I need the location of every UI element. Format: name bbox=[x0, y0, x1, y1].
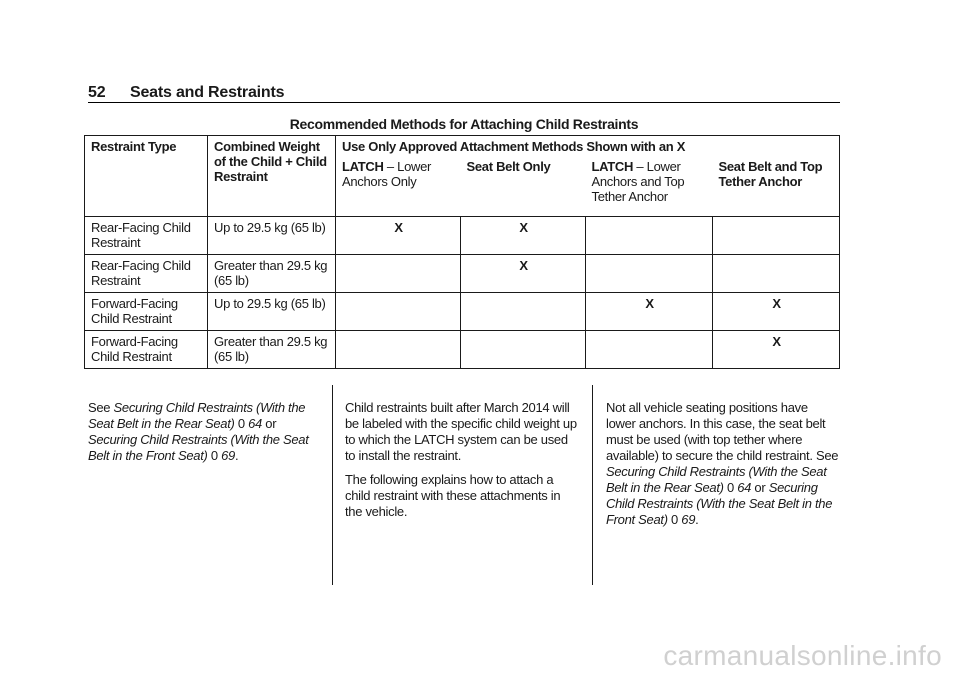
row-weight: Up to 29.5 kg (65 lb) bbox=[208, 293, 336, 331]
row-restraint-type: Forward-Facing Child Restraint bbox=[85, 331, 208, 369]
row-restraint-type: Forward-Facing Child Restraint bbox=[85, 293, 208, 331]
row-mark bbox=[713, 255, 840, 293]
column-right bbox=[606, 400, 840, 536]
row-mark bbox=[336, 255, 461, 293]
row-restraint-type: Rear-Facing Child Restraint bbox=[85, 217, 208, 255]
header-combined-weight: Combined Weight of the Child + Child Restraint bbox=[208, 136, 336, 217]
table-row bbox=[85, 217, 840, 255]
row-mark bbox=[461, 293, 586, 331]
column-divider bbox=[332, 385, 333, 585]
row-restraint-type: Rear-Facing Child Restraint bbox=[85, 255, 208, 293]
row-mark bbox=[336, 293, 461, 331]
ref-rear-seat-link[interactable]: Securing Child Restraints (With the Seat Belt in the Rear Seat) bbox=[88, 400, 306, 431]
ref-front-seat-link[interactable]: Securing Child Restraints (With the Seat Belt in the Front Seat) bbox=[88, 432, 309, 463]
row-mark: X bbox=[586, 293, 713, 331]
row-mark bbox=[586, 255, 713, 293]
row-weight: Up to 29.5 kg (65 lb) bbox=[208, 217, 336, 255]
page-ref-icon: 0 bbox=[671, 512, 678, 527]
header-methods: Use Only Approved Attachment Methods Shown with an X bbox=[336, 136, 840, 157]
section-title: Seats and Restraints bbox=[130, 84, 285, 101]
ref-rear-seat-link[interactable]: Securing Child Restraints (With the Seat Belt in the Rear Seat) bbox=[606, 464, 827, 495]
watermark: carmanualsonline.info bbox=[663, 640, 942, 671]
row-weight: Greater than 29.5 kg (65 lb) bbox=[208, 331, 336, 369]
row-weight: Greater than 29.5 kg (65 lb) bbox=[208, 255, 336, 293]
row-mark: X bbox=[713, 331, 840, 369]
row-mark: X bbox=[461, 217, 586, 255]
page-ref-64[interactable]: 64 bbox=[248, 416, 262, 431]
page-ref-69[interactable]: 69 bbox=[221, 448, 235, 463]
header-restraint-type: Restraint Type bbox=[85, 136, 208, 217]
row-mark bbox=[586, 217, 713, 255]
row-mark bbox=[336, 331, 461, 369]
body-paragraph: Child restraints built after March 2014 will be labeled with the specific child weight up to which the LATCH system can be used to install the restraint. bbox=[345, 400, 577, 463]
subheader-latch-lower: LATCH – Lower Anchors Only bbox=[336, 156, 461, 217]
page-ref-69[interactable]: 69 bbox=[681, 512, 696, 527]
subheader-latch-tether: LATCH – Lower Anchors and Top Tether Anchor bbox=[586, 156, 713, 217]
table-header-row bbox=[85, 136, 840, 157]
column-left bbox=[88, 400, 316, 472]
column-divider bbox=[592, 385, 593, 585]
row-mark bbox=[713, 217, 840, 255]
row-mark bbox=[461, 331, 586, 369]
table-row bbox=[85, 331, 840, 369]
subheader-belt-tether: Seat Belt and Top Tether Anchor bbox=[713, 156, 840, 217]
row-mark: X bbox=[461, 255, 586, 293]
subheader-seat-belt-only: Seat Belt Only bbox=[461, 156, 586, 217]
column-middle bbox=[345, 400, 577, 528]
child-restraint-table bbox=[84, 135, 840, 369]
table-title: Recommended Methods for Attaching Child Restraints bbox=[289, 116, 639, 132]
body-paragraph: The following explains how to attach a child restraint with these attachments in the vehicle. bbox=[345, 472, 561, 519]
body-paragraph: Not all vehicle seating positions have lower anchors. In this case, the seat belt must be used (with top tether where available) to secure the child restraint. See Securing Child Restraints (With the Seat Belt in the Rear Seat) 0 64 or Securing Child Restraints (With the Seat Belt in the Front Seat) 0 69. bbox=[606, 400, 839, 527]
table-row bbox=[85, 293, 840, 331]
page-header bbox=[88, 82, 840, 103]
page-ref-icon: 0 bbox=[237, 416, 245, 431]
row-mark: X bbox=[713, 293, 840, 331]
cross-reference-paragraph: See Securing Child Restraints (With the Seat Belt in the Rear Seat) 0 64 or Securing Child Restraints (With the Seat Belt in the Front Seat) 0 69. bbox=[88, 400, 309, 463]
row-mark bbox=[586, 331, 713, 369]
page-ref-64[interactable]: 64 bbox=[737, 480, 752, 495]
page-ref-icon: 0 bbox=[727, 480, 734, 495]
page-number: 52 bbox=[88, 84, 106, 101]
page-ref-icon: 0 bbox=[210, 448, 218, 463]
table-row bbox=[85, 255, 840, 293]
row-mark: X bbox=[336, 217, 461, 255]
ref-front-seat-link[interactable]: Securing Child Restraints (With the Seat Belt in the Front Seat) bbox=[606, 480, 833, 527]
